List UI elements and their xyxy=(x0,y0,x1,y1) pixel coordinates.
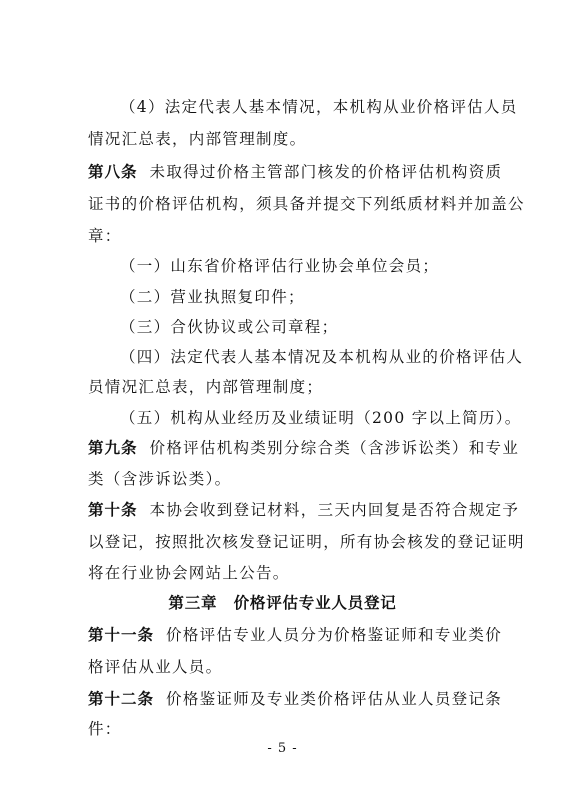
article-twelve-label: 第十二条 xyxy=(88,690,155,708)
paragraph-line: 以登记，按照批次核发登记证明，所有协会核发的登记证明 xyxy=(88,533,525,551)
paragraph-text: 价格评估专业人员分为价格鉴证师和专业类价 xyxy=(166,626,503,644)
article-eight-label: 第八条 xyxy=(88,163,138,181)
paragraph-line: （4）法定代表人基本情况，本机构从业价格评估人员 xyxy=(120,98,518,116)
list-item: （二）营业执照复印件； xyxy=(120,288,305,306)
list-item: （五）机构从业经历及业绩证明（200 字以上简历）。 xyxy=(120,409,522,427)
article-ten-line xyxy=(88,500,520,520)
paragraph-line: 格评估从业人员。 xyxy=(88,658,223,676)
article-ten-label: 第十条 xyxy=(88,501,138,519)
paragraph-line: 章： xyxy=(88,227,122,245)
paragraph-line: 将在行业协会网站上公告。 xyxy=(88,564,290,582)
article-nine-label: 第九条 xyxy=(88,439,138,457)
paragraph-line: 证书的价格评估机构，须具备并提交下列纸质材料并加盖公 xyxy=(88,195,525,213)
paragraph-text: 价格评估机构类别分综合类（含涉诉讼类）和专业 xyxy=(149,439,520,457)
article-nine-line xyxy=(88,438,520,458)
paragraph-line: 件： xyxy=(88,720,122,738)
paragraph-text: 价格鉴证师及专业类价格评估从业人员登记条 xyxy=(166,690,503,708)
article-twelve-line xyxy=(88,689,503,709)
list-item: （三）合伙协议或公司章程； xyxy=(120,318,339,336)
paragraph-line: 情况汇总表，内部管理制度。 xyxy=(88,130,307,148)
paragraph-line: 类（含涉诉讼类）。 xyxy=(88,470,232,488)
page-number: - 5 - xyxy=(267,741,298,756)
chapter-heading: 第三章 价格评估专业人员登记 xyxy=(168,594,397,612)
article-eleven-label: 第十一条 xyxy=(88,626,155,644)
list-item: （一）山东省价格评估行业协会单位会员； xyxy=(120,257,440,275)
article-eleven-line xyxy=(88,625,503,645)
list-item: （四）法定代表人基本情况及本机构从业的价格评估人 xyxy=(120,348,524,366)
article-eight-line xyxy=(88,162,503,182)
paragraph-text: 本协会收到登记材料，三天内回复是否符合规定予 xyxy=(149,501,520,519)
paragraph-text: 未取得过价格主管部门核发的价格评估机构资质 xyxy=(149,163,503,181)
paragraph-line: 员情况汇总表，内部管理制度； xyxy=(88,378,324,396)
